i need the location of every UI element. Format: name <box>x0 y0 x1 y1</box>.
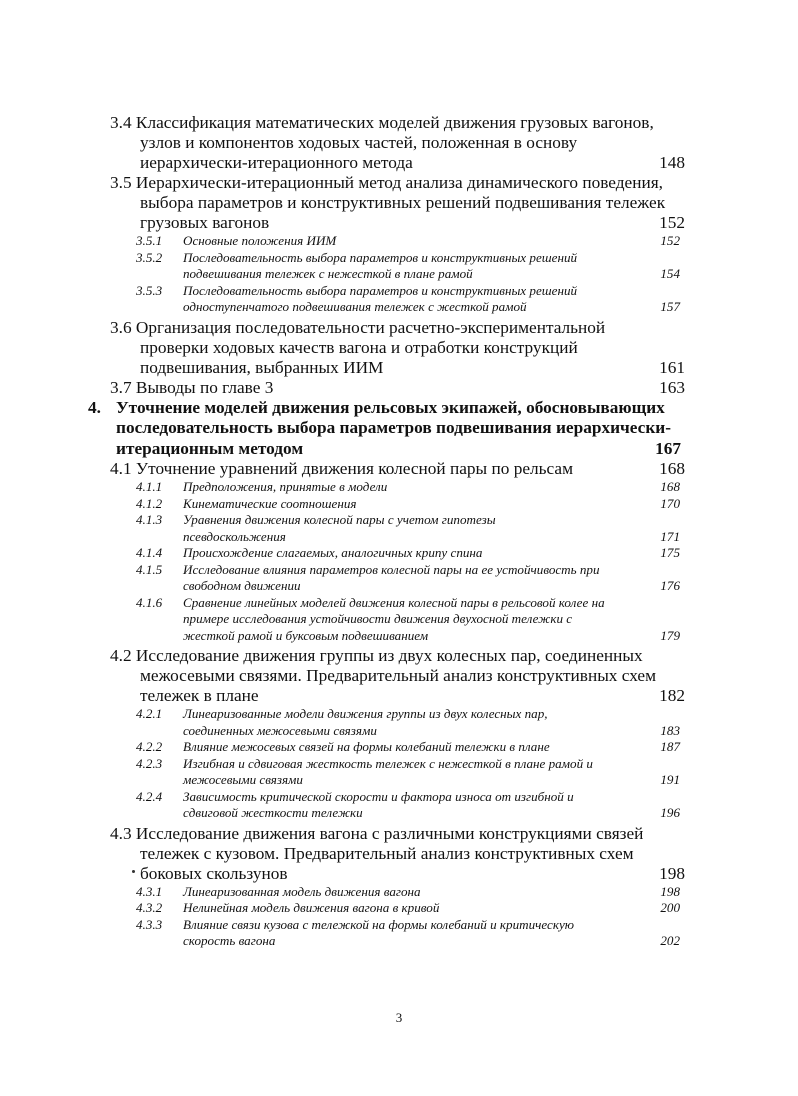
toc-line <box>0 595 798 612</box>
toc-title-text: Влияние связи кузова с тележкой на формы колебаний и критическую <box>183 916 574 932</box>
toc-title-text: 4.2 Исследование движения группы из двух колесных пар, соединенных <box>110 646 643 665</box>
toc-line <box>0 611 798 628</box>
toc-number: 3.5.1 <box>136 233 163 248</box>
toc-line <box>0 479 798 496</box>
toc-title-text: иерархически-итерационного метода <box>140 153 413 172</box>
toc-title-text: Последовательность выбора параметров и конструктивных решений <box>183 249 578 265</box>
toc-chapter <box>0 398 798 460</box>
toc-section <box>0 113 798 173</box>
toc-subsection <box>0 917 798 950</box>
toc-line <box>0 358 798 378</box>
toc-title-text: тележек в плане <box>140 686 259 705</box>
toc-line <box>0 133 798 153</box>
toc-title-text: Основные положения ИИМ <box>183 233 337 248</box>
toc-line <box>0 299 798 316</box>
toc-title-text: 3.4 Классификация математических моделей движения грузовых вагонов, <box>110 113 654 132</box>
toc-subsection <box>0 900 798 917</box>
toc-line <box>0 772 798 789</box>
toc-page-number: 161 <box>659 357 685 377</box>
toc-title-text: Линеаризованные модели движения группы из двух колесных пар, <box>183 706 548 721</box>
toc-number: 4.1.5 <box>136 561 163 577</box>
toc-page-number: 191 <box>660 772 680 787</box>
toc-title-text: Сравнение линейных моделей движения колесной пары в рельсовой колее на <box>183 594 605 610</box>
toc-line <box>0 917 798 934</box>
toc-title-text: жесткой рамой и буксовым подвешиванием <box>183 627 429 643</box>
toc-title-text: Предположения, принятые в модели <box>183 479 388 494</box>
toc-number: 3.5.3 <box>136 282 163 298</box>
toc-line <box>0 756 798 773</box>
toc-subsection <box>0 496 798 513</box>
toc-title-text: последовательность выбора параметров подвешивания иерархически- <box>116 418 672 437</box>
toc-line <box>0 439 798 460</box>
toc-subsection <box>0 706 798 739</box>
toc-title-text: соединенных межосевыми связями <box>183 722 377 738</box>
toc-line <box>0 824 798 844</box>
toc-number: 4.1.3 <box>136 512 163 527</box>
toc-line <box>0 233 798 250</box>
toc-section <box>0 173 798 233</box>
toc-number: 4.2.3 <box>136 755 163 771</box>
toc-title-text: межосевыми связями <box>183 772 303 787</box>
toc-subsection <box>0 595 798 645</box>
toc-page-number: 183 <box>660 722 680 738</box>
toc-subsection <box>0 739 798 756</box>
toc-line <box>0 378 798 398</box>
toc-page-number: 196 <box>660 805 680 820</box>
toc-page-number: 202 <box>660 933 680 948</box>
toc-line <box>0 578 798 595</box>
toc-line <box>0 739 798 756</box>
toc-title-text: 4.1 Уточнение уравнений движения колесной пары по рельсам <box>110 459 573 478</box>
toc-page-number: 170 <box>660 495 680 511</box>
toc-subsection <box>0 562 798 595</box>
toc-title-text: Линеаризованная модель движения вагона <box>183 883 421 899</box>
toc-section <box>0 378 798 398</box>
toc-number: 4.3.3 <box>136 916 163 932</box>
toc-number: 3.5.2 <box>136 249 163 265</box>
toc-line <box>0 153 798 173</box>
toc-title-text: Нелинейная модель движения вагона в кривой <box>183 900 440 915</box>
toc-section <box>0 646 798 706</box>
toc-title-text: подвешивания тележек с нежесткой в плане рамой <box>183 266 473 281</box>
toc-title-text: сдвиговой жесткости тележки <box>183 805 363 820</box>
toc-title-text: боковых скользунов <box>140 863 288 883</box>
toc-line <box>0 723 798 740</box>
toc-number: 4.1.4 <box>136 545 163 560</box>
toc-title-text: подвешивания, выбранных ИИМ <box>140 357 384 377</box>
toc-title-text: Зависимость критической скорости и фактора износа от изгибной и <box>183 788 574 804</box>
toc-title-text: скорость вагона <box>183 933 276 948</box>
toc-page-number: 152 <box>660 233 680 248</box>
toc-line <box>0 529 798 546</box>
toc-title-text: узлов и компонентов ходовых частей, положенная в основу <box>140 133 578 152</box>
toc-title-text: Влияние межосевых связей на формы колебаний тележки в плане <box>183 739 550 754</box>
toc-line <box>0 706 798 723</box>
toc-page-number: 157 <box>660 299 680 314</box>
toc-page-number: 154 <box>660 266 680 281</box>
toc-section <box>0 824 798 884</box>
toc-number: 4.1.6 <box>136 594 163 610</box>
toc-title-text: 3.5 Иерархически-итерационный метод анализа динамического поведения, <box>110 173 663 192</box>
toc-number: 4.2.1 <box>136 706 163 721</box>
toc-page-number: 148 <box>659 153 685 172</box>
toc-page-number: 168 <box>659 459 685 478</box>
toc-section <box>0 318 798 378</box>
toc-subsection <box>0 283 798 316</box>
toc-line <box>0 418 798 439</box>
toc-title-text: одноступенчатого подвешивания тележек с жесткой рамой <box>183 299 527 314</box>
toc-line <box>0 900 798 917</box>
table-of-contents <box>0 113 798 950</box>
toc-page-number: 198 <box>660 883 680 899</box>
toc-number: 4.3.1 <box>136 883 163 899</box>
toc-page-number: 179 <box>660 627 680 643</box>
toc-page-number: 176 <box>660 578 680 593</box>
toc-page-number: 171 <box>660 528 680 544</box>
toc-line <box>0 628 798 645</box>
toc-line <box>0 545 798 562</box>
toc-title-text: грузовых вагонов <box>140 213 270 232</box>
toc-title-text: межосевыми связями. Предварительный анализ конструктивных схем <box>140 666 657 685</box>
toc-line <box>0 844 798 864</box>
toc-page-number: 198 <box>659 863 685 883</box>
toc-title-text: Происхождение слагаемых, аналогичных крипу спина <box>183 545 483 560</box>
toc-number: 4.3.2 <box>136 900 163 915</box>
toc-page-number: 182 <box>659 686 685 705</box>
toc-line <box>0 338 798 358</box>
toc-title-text: 3.6 Организация последовательности расчетно-экспериментальной <box>110 317 606 337</box>
toc-line <box>0 666 798 686</box>
toc-line <box>0 266 798 283</box>
toc-line <box>0 398 798 419</box>
toc-title-text: примере исследования устойчивости движения двухосной тележки с <box>183 611 573 626</box>
toc-page-number: 168 <box>660 479 680 494</box>
toc-line <box>0 646 798 666</box>
toc-title-text: выбора параметров и конструктивных решений подвешивания тележек <box>140 193 666 212</box>
toc-number: 4.1.2 <box>136 495 163 511</box>
toc-line <box>0 250 798 267</box>
toc-page-number: 187 <box>660 739 680 754</box>
toc-page-number: 167 <box>655 438 681 458</box>
toc-title-text: 3.7 Выводы по главе 3 <box>110 377 274 397</box>
toc-number: 4.1.1 <box>136 479 163 494</box>
toc-line <box>0 789 798 806</box>
toc-title-text: свободном движении <box>183 578 301 593</box>
toc-page-number: 163 <box>659 377 685 397</box>
toc-subsection <box>0 756 798 789</box>
toc-line <box>0 562 798 579</box>
toc-line <box>0 173 798 193</box>
toc-number: 4.2.4 <box>136 788 163 804</box>
toc-subsection <box>0 233 798 250</box>
toc-subsection <box>0 512 798 545</box>
toc-line <box>0 884 798 901</box>
toc-subsection <box>0 545 798 562</box>
toc-line <box>0 318 798 338</box>
toc-title-text: Исследование влияния параметров колесной пары на ее устойчивость при <box>183 561 600 577</box>
toc-number: 4.2.2 <box>136 739 163 754</box>
page-number: 3 <box>395 1010 403 1025</box>
toc-line <box>0 805 798 822</box>
toc-line <box>0 193 798 213</box>
toc-title-text: Изгибная и сдвиговая жесткость тележек с нежесткой в плане рамой и <box>183 755 593 771</box>
toc-subsection <box>0 789 798 822</box>
toc-title-text: 4.3 Исследование движения вагона с различными конструкциями связей <box>110 823 644 843</box>
toc-title-text: Кинематические соотношения <box>183 495 357 511</box>
toc-line <box>0 512 798 529</box>
toc-line <box>0 113 798 133</box>
toc-title-text: проверки ходовых качеств вагона и отработки конструкций <box>140 337 578 357</box>
toc-subsection <box>0 479 798 496</box>
toc-title-text: Уточнение моделей движения рельсовых экипажей, обосновывающих <box>116 397 665 417</box>
toc-title-text: тележек с кузовом. Предварительный анализ конструктивных схем <box>140 843 634 863</box>
toc-line <box>0 686 798 706</box>
toc-number: 4. <box>88 397 101 417</box>
toc-title-text: Уравнения движения колесной пары с учетом гипотезы <box>183 512 496 527</box>
toc-page-number: 175 <box>660 545 680 560</box>
toc-line <box>0 933 798 950</box>
toc-title-text: итерационным методом <box>116 438 304 458</box>
toc-title-text: Последовательность выбора параметров и конструктивных решений <box>183 282 578 298</box>
toc-subsection <box>0 884 798 901</box>
toc-section <box>0 459 798 479</box>
toc-page-number: 152 <box>659 213 685 232</box>
scan-mark <box>132 870 135 873</box>
toc-line <box>0 213 798 233</box>
toc-line <box>0 864 798 884</box>
toc-line <box>0 459 798 479</box>
toc-page-number: 200 <box>660 900 680 915</box>
toc-title-text: псевдоскольжения <box>183 528 286 544</box>
toc-line <box>0 283 798 300</box>
toc-subsection <box>0 250 798 283</box>
toc-line <box>0 496 798 513</box>
